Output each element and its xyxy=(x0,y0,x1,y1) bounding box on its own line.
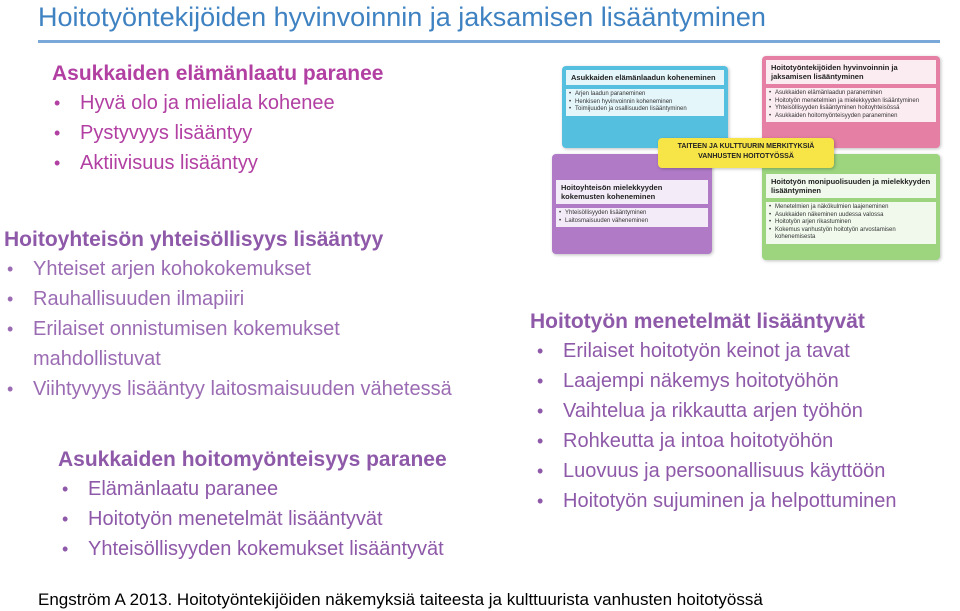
diagram-box-list xyxy=(766,202,936,244)
block-yhteisollisyys xyxy=(4,226,452,404)
diagram-item: • Hoitotyön menetelmien ja mielekkyyden lisääntyminen xyxy=(769,98,933,106)
bullet-item: • Luovuus ja persoonallisuus käyttöön xyxy=(563,456,897,486)
slide-title: Hoitotyöntekijöiden hyvinvoinnin ja jaksamisen lisääntyminen xyxy=(38,2,766,32)
block-heading: Hoitotyön menetelmät lisääntyvät xyxy=(530,310,865,333)
diagram-item: • Hoitotyön arjen rikastuminen xyxy=(769,219,933,227)
diagram-item: • Toimijuuden ja osallisuuden lisääntyminen xyxy=(569,106,721,114)
diagram-box-hyvinvointi xyxy=(762,56,940,148)
bullet-item: • Erilaiset hoitotyön keinot ja tavat xyxy=(563,336,897,366)
diagram-box-list xyxy=(556,208,708,227)
diagram-center-label: TAITEEN JA KULTTUURIN MERKITYKSIÄ VANHUSTEN HOITOTYÖSSÄ xyxy=(658,138,834,168)
diagram-item: • Yhteisöllisyyden lisääntyminen hoitoyhteisössä xyxy=(769,105,933,113)
title-underline xyxy=(38,40,940,43)
diagram-box-title: Hoitoyhteisön mielekkyyden kokemusten koheneminen xyxy=(556,180,708,204)
bullet-item: • Laajempi näkemys hoitotyöhön xyxy=(563,366,897,396)
bullet-item: • Yhteisöllisyyden kokemukset lisääntyvät xyxy=(88,534,447,564)
bullet-item: • Yhteiset arjen kohokokemukset xyxy=(33,254,452,284)
diagram-item: • Arjen laadun paraneminen xyxy=(569,91,721,99)
block-heading: Asukkaiden elämänlaatu paranee xyxy=(52,62,384,85)
bullet-item: • Aktiivisuus lisääntyy xyxy=(80,148,383,178)
bullet-item: • Viihtyvyys lisääntyy laitosmaisuuden vähetessä xyxy=(33,374,452,404)
diagram-box-list xyxy=(566,89,724,116)
citation-footer: Engström A 2013. Hoitotyöntekijöiden näkemyksiä taiteesta ja kulttuurista vanhusten hoitotyössä xyxy=(38,590,763,609)
bullet-list xyxy=(58,474,447,564)
bullet-item-continuation: mahdollistuvat xyxy=(33,348,161,370)
bullet-item: • Rohkeutta ja intoa hoitotyöhön xyxy=(563,426,897,456)
diagram-box-elamanlaatu xyxy=(562,66,728,148)
diagram-box-list xyxy=(766,88,936,122)
block-hoitomyonteisyys xyxy=(58,446,447,564)
bullet-item: • Pystyvyys lisääntyy xyxy=(80,118,383,148)
block-heading: Asukkaiden hoitomyönteisyys paranee xyxy=(58,448,447,471)
bullet-item: • Vaihtelua ja rikkautta arjen työhön xyxy=(563,396,897,426)
bullet-item: • Rauhallisuuden ilmapiiri xyxy=(33,284,452,314)
diagram-item: • Asukkaiden näkeminen uudessa valossa xyxy=(769,212,933,220)
bullet-list xyxy=(52,88,383,178)
diagram-box-title: Asukkaiden elämänlaadun koheneminen xyxy=(566,70,724,85)
diagram-item: • Asukkaiden hoitomyönteisyyden paraneminen xyxy=(769,113,933,121)
block-menetelmat xyxy=(530,308,897,516)
bullet-list xyxy=(4,254,452,404)
bullet-list xyxy=(530,336,897,516)
diagram-item: • Laitosmaisuuden väheneminen xyxy=(559,218,705,226)
bullet-item: • Hyvä olo ja mieliala kohenee xyxy=(80,88,383,118)
diagram-box-hoitoyhteiso xyxy=(552,154,712,254)
block-heading: Hoitoyhteisön yhteisöllisyys lisääntyy xyxy=(4,228,384,251)
bullet-item: • Hoitotyön menetelmät lisääntyvät xyxy=(88,504,447,534)
bullet-item: • Hoitotyön sujuminen ja helpottuminen xyxy=(563,486,897,516)
diagram-box-title: Hoitotyöntekijöiden hyvinvoinnin ja jaksamisen lisääntyminen xyxy=(766,60,936,84)
diagram-item: • Kokemus vanhustyön hoitotyön arvostamisen kohenemisesta xyxy=(769,227,933,242)
diagram-box-monipuolisuus xyxy=(762,154,940,260)
diagram-box-title: Hoitotyön monipuolisuuden ja mielekkyyden lisääntyminen xyxy=(766,174,936,198)
diagram-item: • Yhteisöllisyyden lisääntyminen xyxy=(559,210,705,218)
diagram-item: • Henkisen hyvinvoinnin koheneminen xyxy=(569,99,721,107)
framework-diagram xyxy=(552,56,952,260)
bullet-item: • Erilaiset onnistumisen kokemukset xyxy=(33,314,452,344)
block-elamanlaatu xyxy=(52,60,383,178)
diagram-item: • Menetelmien ja näkökulmien laajeneminen xyxy=(769,204,933,212)
diagram-item: • Asukkaiden elämänlaadun paraneminen xyxy=(769,90,933,98)
bullet-item: • Elämänlaatu paranee xyxy=(88,474,447,504)
